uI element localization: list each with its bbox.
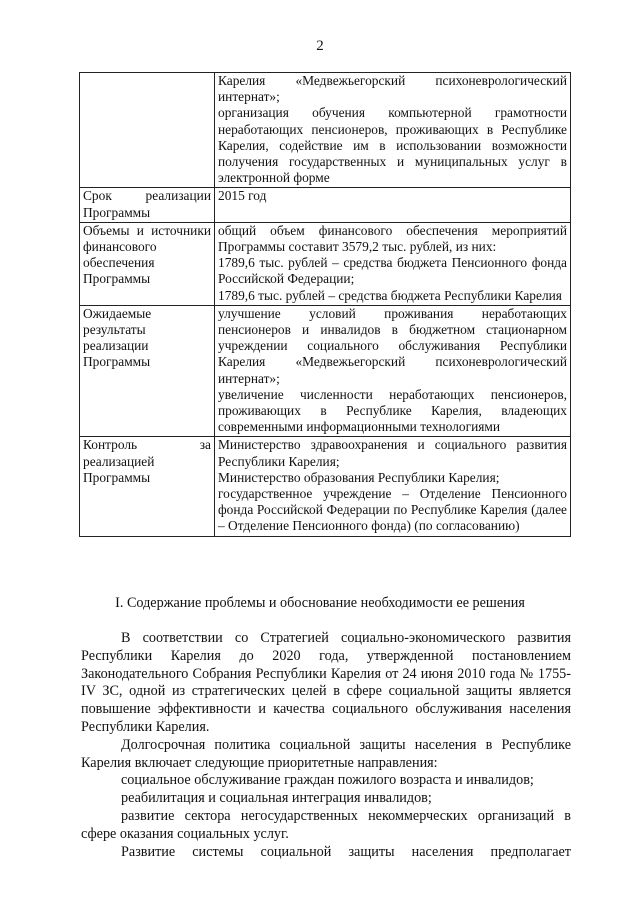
table-row [80, 305, 571, 437]
row-label: Контроль за реализацией Программы [80, 437, 215, 536]
table-row [80, 222, 571, 305]
table-row [80, 437, 571, 536]
value-line: государственное учреждение – Отделение Пенсионного фонда Российской Федерации по Республике Карелия (далее – Отделение Пенсионного фонда) (по согласованию) [218, 486, 567, 534]
body-text [81, 630, 571, 861]
row-value [215, 437, 571, 536]
value-line: 1789,6 тыс. рублей – средства бюджета Пенсионного фонда Российской Федерации; [218, 255, 567, 287]
table-row [80, 188, 571, 222]
row-value [215, 222, 571, 305]
value-line: Министерство здравоохранения и социального развития Республики Карелия; [218, 437, 567, 469]
page-number: 2 [316, 38, 324, 54]
value-line: увеличение численности неработающих пенсионеров, проживающих в Республике Карелия, владеющих современными информационными технологиями [218, 386, 567, 435]
value-line: 2015 год [218, 188, 267, 204]
table-row [80, 73, 571, 188]
paragraph: Долгосрочная политика социальной защиты населения в Республике Карелия включает следующие приоритетные направления: [81, 736, 571, 771]
value-line: Карелия «Медвежьегорский психоневрологический интернат»; [218, 73, 567, 105]
paragraph: реабилитация и социальная интеграция инвалидов; [121, 790, 432, 807]
row-value [215, 305, 571, 437]
row-label: Объемы и источники финансового обеспечения Программы [80, 222, 215, 305]
paragraph: социальное обслуживание граждан пожилого возраста и инвалидов; [121, 772, 534, 789]
row-label: Срок реализации Программы [80, 188, 215, 222]
value-line: улучшение условий проживания неработающих пенсионеров и инвалидов в бюджетном стационарном учреждении социального обслуживания Республики Карелия «Медвежьегорский психоневрологический интернат»; [218, 305, 567, 386]
row-label [80, 73, 215, 188]
value-line: Министерство образования Республики Карелия; [218, 469, 500, 485]
program-passport-table [79, 72, 571, 537]
value-line: общий объем финансового обеспечения мероприятий Программы составит 3579,2 тыс. рублей, из них: [218, 222, 567, 255]
row-value [215, 73, 571, 188]
paragraph: В соответствии со Стратегией социально-экономического развития Республики Карелия до 2020 года, утвержденной постановлением Законодательного Собрания Республики Карелия от 24 июня 2010 года № 1755-IV ЗС, одной из стратегических целей в сфере социальной защиты является повышение эффективности и качества социального обслуживания населения Республики Карелия. [81, 630, 571, 735]
section-heading: I. Содержание проблемы и обоснование необходимости ее решения [115, 595, 525, 611]
row-label: Ожидаемые результаты реализации Программы [80, 305, 215, 437]
paragraph: развитие сектора негосударственных некоммерческих организаций в сфере оказания социальных услуг. [81, 807, 571, 842]
row-value [215, 188, 571, 222]
value-line: организация обучения компьютерной грамотности неработающих пенсионеров, проживающих в Республике Карелия, содействие им в использовании возможности получения государственных и муниципальных услуг в электронной форме [218, 105, 567, 186]
value-line: 1789,6 тыс. рублей – средства бюджета Республики Карелия [218, 287, 562, 303]
paragraph: Развитие системы социальной защиты населения предполагает [121, 843, 571, 860]
